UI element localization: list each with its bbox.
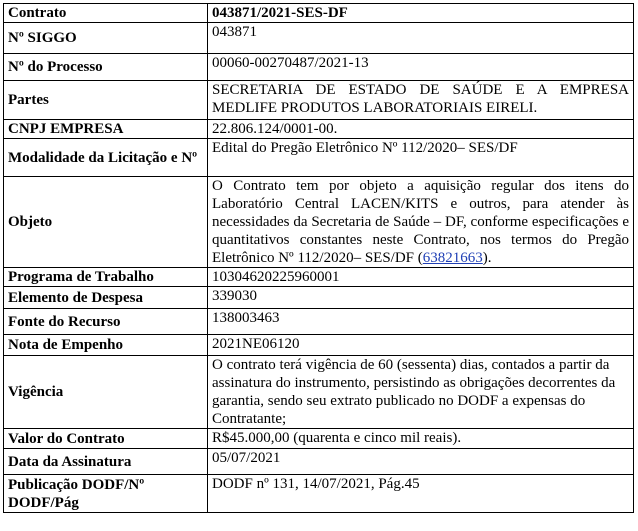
label-processo: Nº do Processo — [4, 54, 208, 81]
value-elemento: 339030 — [208, 287, 634, 309]
label-elemento: Elemento de Despesa — [4, 287, 208, 309]
value-siggo: 043871 — [208, 23, 634, 54]
value-vigencia: O contrato terá vigência de 60 (sessenta) dias, contados a partir da assinatura do instrumento, persistindo as obrigações decorrentes da garantia, sendo seu extrato publicado no DODF a expensas do Contratante; — [208, 356, 634, 429]
document-link[interactable]: 63821663 — [422, 250, 483, 266]
value-publicacao: DODF nº 131, 14/07/2021, Pág.45 — [208, 475, 634, 513]
value-objeto — [208, 177, 634, 268]
row-contrato — [4, 4, 634, 23]
label-data-assinatura: Data da Assinatura — [4, 449, 208, 475]
value-programa: 10304620225960001 — [208, 268, 634, 287]
label-publicacao: Publicação DODF/Nº DODF/Pág — [4, 475, 208, 513]
row-modalidade — [4, 139, 634, 177]
label-contrato: Contrato — [4, 4, 208, 23]
label-programa: Programa de Trabalho — [4, 268, 208, 287]
value-cnpj: 22.806.124/0001-00. — [208, 120, 634, 139]
contract-summary-table — [3, 3, 634, 513]
label-vigencia: Vigência — [4, 356, 208, 429]
row-nota — [4, 335, 634, 356]
label-siggo: Nº SIGGO — [4, 23, 208, 54]
row-valor — [4, 429, 634, 449]
value-valor: R$45.000,00 (quarenta e cinco mil reais). — [208, 429, 634, 449]
row-fonte — [4, 309, 634, 335]
row-processo — [4, 54, 634, 81]
label-valor: Valor do Contrato — [4, 429, 208, 449]
label-objeto: Objeto — [4, 177, 208, 268]
label-nota: Nota de Empenho — [4, 335, 208, 356]
objeto-text: O Contrato tem por objeto a aquisição regular dos itens do Laboratório Central LACEN/KITS e outros, para atender às necessidades da Secretaria de Saúde – DF, conforme especificações e quantitativos constantes neste Contrato, nos termos do Pregão Eletrônico Nº 112/2020– SES/DF ( — [212, 178, 629, 266]
row-programa — [4, 268, 634, 287]
label-cnpj: CNPJ EMPRESA — [4, 120, 208, 139]
row-cnpj — [4, 120, 634, 139]
value-data-assinatura: 05/07/2021 — [208, 449, 634, 475]
row-objeto — [4, 177, 634, 268]
row-siggo — [4, 23, 634, 54]
value-processo: 00060-00270487/2021-13 — [208, 54, 634, 81]
value-fonte: 138003463 — [208, 309, 634, 335]
label-modalidade: Modalidade da Licitação e Nº — [4, 139, 208, 177]
objeto-suffix: ). — [482, 250, 492, 266]
row-vigencia — [4, 356, 634, 429]
row-data-assinatura — [4, 449, 634, 475]
value-partes: SECRETARIA DE ESTADO DE SAÚDE E A EMPRESA MEDLIFE PRODUTOS LABORATORIAIS EIRELI. — [208, 81, 634, 120]
value-modalidade: Edital do Pregão Eletrônico Nº 112/2020– SES/DF — [208, 139, 634, 177]
value-contrato: 043871/2021-SES-DF — [208, 4, 634, 23]
row-elemento — [4, 287, 634, 309]
row-publicacao — [4, 475, 634, 513]
value-nota: 2021NE06120 — [208, 335, 634, 356]
row-partes — [4, 81, 634, 120]
label-partes: Partes — [4, 81, 208, 120]
label-fonte: Fonte do Recurso — [4, 309, 208, 335]
